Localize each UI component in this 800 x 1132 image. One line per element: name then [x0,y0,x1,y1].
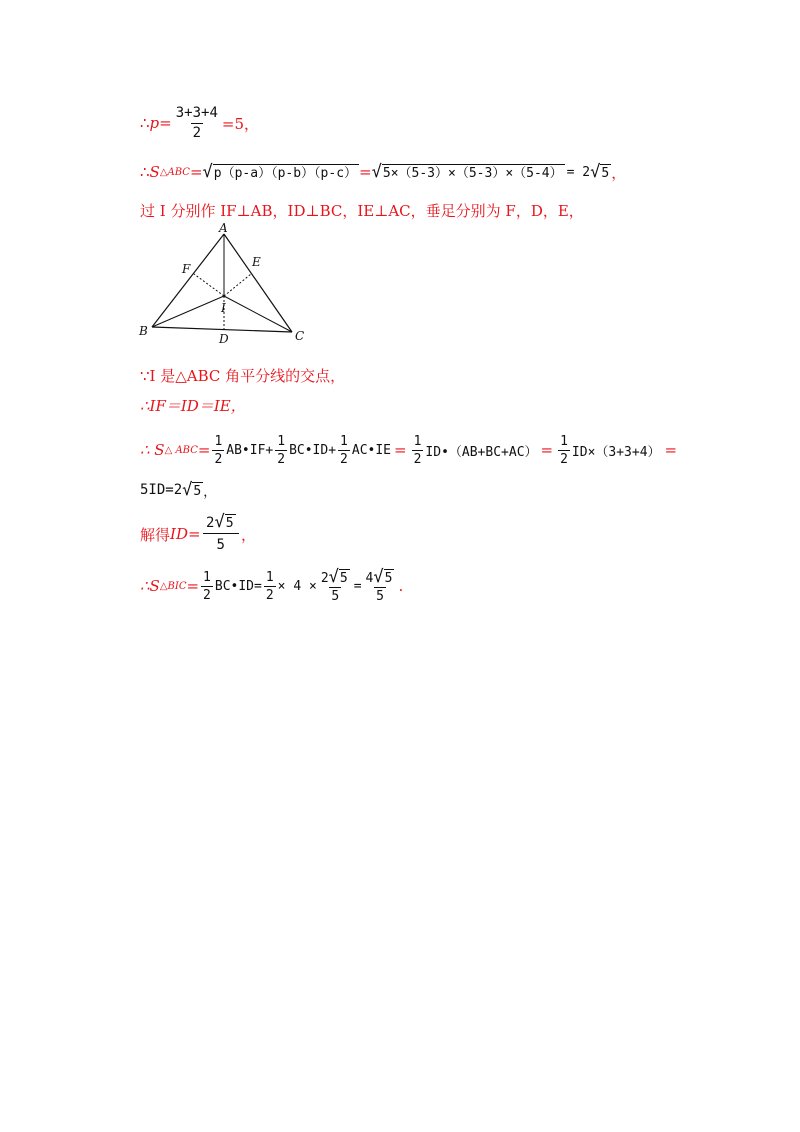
radical-icon: √ [371,161,382,182]
term-id-values: ID×（3+3+4） [571,444,661,460]
equation-p [140,98,259,148]
equals-sign: = [664,441,678,459]
radicand: 5 [601,165,610,181]
term-ac-ie: AC•IE [351,442,392,458]
radicand: p（p-a）（p-b）（p-c） [213,165,358,181]
fraction-numerator: 3+3+4 [175,104,218,121]
segment-bi [152,296,224,327]
comma: ， [611,163,627,182]
label-e: E [252,255,261,269]
times-four: × 4 × [277,578,317,594]
therefore-s: ∴S [140,577,160,595]
equals-sign: = [359,163,372,181]
sqrt-expression-2 [371,161,565,182]
fraction-denominator: 2 [192,124,202,141]
radical-icon: √ [590,161,601,182]
fraction-result: 4 √ 5 5 [365,566,393,604]
equals-sign: = [187,525,201,543]
label-c: C [295,329,305,343]
perpendicular-ie [224,274,251,296]
sqrt-expression-3 [590,161,611,182]
triangle-figure [138,222,318,348]
fraction-half: $\frac{1}{2}$ [265,569,274,603]
solve-label: 解得 [140,525,171,544]
equal-distances-text: ∴IF＝ID＝IE， [140,396,246,415]
var-id: ID [170,525,188,543]
therefore-symbol: ∴ [140,163,150,181]
fraction-p [174,105,220,142]
fraction-half: $\frac{1}{2}$ [277,433,286,467]
perpendicular-if [194,274,224,296]
therefore-s: ∴ S [140,441,165,459]
term-id-perimeter: ID•（AB+BC+AC） [425,444,538,460]
segment-ci [224,296,292,332]
fraction-half: $\frac{1}{2}$ [203,569,211,603]
comma: ， [203,484,217,500]
therefore-symbol: ∴ [140,114,150,132]
fraction-half: $\frac{1}{2}$ [413,433,422,467]
radical-icon: √ [214,512,225,532]
incenter-sentence: ∵I 是△ABC 角平分线的交点， [140,366,346,385]
var-p: p [149,114,160,132]
fraction-half: $\frac{1}{2}$ [340,433,348,467]
term-ab-if: AB•IF+ [226,442,274,458]
equals-result: = 2 [566,164,591,180]
radicand: 5×（5-3）×（5-3）×（5-4） [382,165,563,181]
area-subscript: △BIC [159,580,187,592]
label-f: F [182,262,191,276]
construction-sentence: 过 I 分别作 IF⊥AB，ID⊥BC，IE⊥AC，垂足分别为 F，D，E， [140,201,584,220]
fraction-half: $\frac{1}{2}$ [560,433,568,467]
radical-icon: √ [373,566,384,587]
equals-sign: = [189,163,203,181]
equation-area-bic [140,556,403,616]
label-b: B [139,324,148,338]
equals-sign: = [159,114,172,132]
fraction-id-value: 2 √ 5 5 [320,566,348,604]
radical-icon: √ [182,479,193,500]
equals-sign: = [353,578,362,594]
sqrt-expression-1 [202,161,360,182]
label-i: I [221,301,226,315]
equals-sign: = [197,441,211,459]
period: . [398,577,404,595]
side-ab [152,234,224,327]
label-d: D [219,332,229,346]
result-text: =5， [221,114,260,133]
area-subscript: △ ABC [164,444,198,456]
equation-heron [140,152,626,192]
radical-icon: √ [328,566,339,587]
equals-sign: = [540,441,554,459]
term-bc-id: BC•ID= [214,578,262,594]
equation-5id-text: 5ID=2 [140,482,183,498]
sqrt-expression: √ 5 [182,479,202,500]
equals-sign: = [394,441,407,459]
area-subscript: △ABC [159,166,190,178]
comma: ， [240,525,256,544]
side-ac [224,234,292,332]
label-a: A [219,222,228,235]
fraction-half: $\frac{1}{2}$ [214,433,223,467]
area-symbol: S [149,163,160,181]
term-bc-id: BC•ID+ [289,442,337,458]
fraction-id-value: 2 √ 5 5 [203,514,239,554]
radical-icon: √ [202,161,213,182]
equals-sign: = [186,577,200,595]
equal-distances [140,385,246,425]
equation-area-sum [140,420,677,480]
